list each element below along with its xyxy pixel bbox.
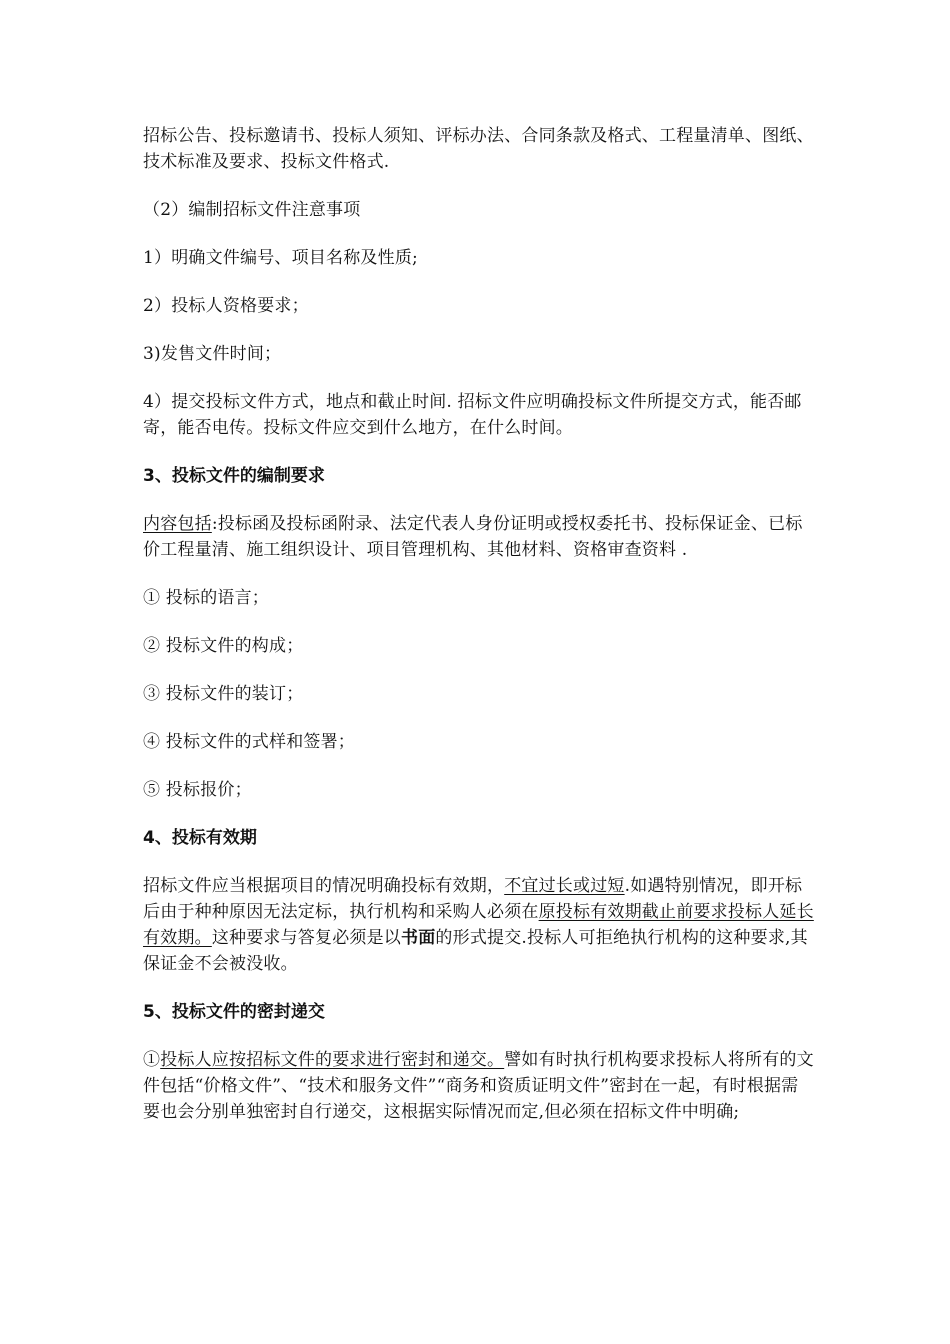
underlined-text: 原投标有效期截止前要求投标人延长有效期。: [143, 902, 814, 948]
content-label: 内容包括: [143, 514, 212, 534]
text-run: 招标文件应当根据项目的情况明确投标有效期，: [143, 876, 505, 896]
text-run: 这种要求与答复必须是以: [211, 928, 402, 948]
section-5-heading: 5、投标文件的密封递交: [143, 1002, 325, 1022]
list-item: ④ 投标文件的式样和签署；: [143, 732, 356, 752]
list-item: ⑤ 投标报价；: [143, 780, 252, 800]
underlined-text: 投标人应按招标文件的要求进行密封和递交。: [160, 1050, 505, 1070]
bold-text: 书面: [401, 928, 436, 948]
text-run: .如遇特别情况，即开标后由于种种原因无法定标，执行机构和采购人必须在: [143, 876, 803, 922]
section-2-heading: （2）编制招标文件注意事项: [143, 200, 361, 220]
intro-paragraph: 招标公告、投标邀请书、投标人须知、评标办法、合同条款及格式、工程量清单、图纸、技术标准及要求、投标文件格式.: [143, 126, 814, 172]
circled-number: ①: [143, 1050, 161, 1070]
list-item: 4）提交投标文件方式，地点和截止时间. 招标文件应明确投标文件所提交方式，能否邮寄，能否电传。投标文件应交到什么地方，在什么时间。: [143, 392, 802, 438]
list-item: ③ 投标文件的装订；: [143, 684, 304, 704]
list-item: 2）投标人资格要求；: [143, 296, 309, 316]
section-3-heading: 3、投标文件的编制要求: [143, 466, 325, 486]
underlined-text: 不宜过长或过短: [504, 876, 625, 896]
text-run: 譬如有时执行机构要求投标人将所有的文件包括“价格文件”、“技术和服务文件”“商务和资质证明文件”密封在一起，有时根据需要也会分别单独密封自行递交，这根据实际情况而定,但必须在招标文件中明确;: [143, 1050, 814, 1122]
section-3-content: [143, 511, 815, 563]
section-4-paragraph: [143, 873, 815, 977]
list-item: ② 投标文件的构成；: [143, 636, 304, 656]
list-item: ① 投标的语言；: [143, 588, 270, 608]
list-item: 1）明确文件编号、项目名称及性质;: [143, 248, 418, 268]
content-text: :投标函及投标函附录、法定代表人身份证明或授权委托书、投标保证金、已标价工程量清、施工组织设计、项目管理机构、其他材料、资格审查资料 .: [143, 514, 803, 560]
list-item: 3)发售文件时间；: [143, 344, 282, 364]
text-run: 的形式提交.投标人可拒绝执行机构的这种要求,其保证金不会被没收。: [143, 928, 808, 974]
document-page: [143, 123, 815, 1125]
section-5-paragraph: [143, 1047, 815, 1125]
section-4-heading: 4、投标有效期: [143, 828, 257, 848]
